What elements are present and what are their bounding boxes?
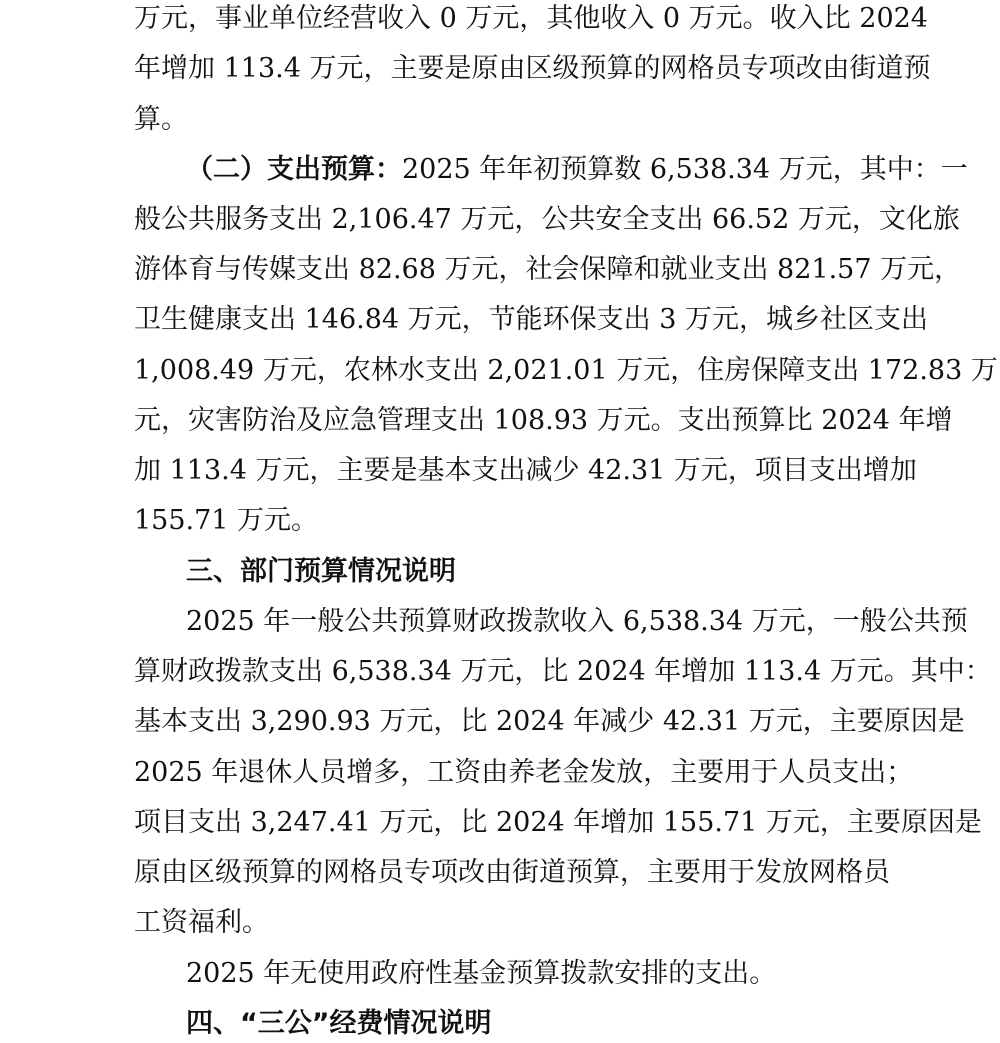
paragraph-line: 算。 [134, 104, 188, 135]
paragraph-line: 游体育与传媒支出 82.68 万元，社会保障和就业支出 821.57 万元， [134, 254, 962, 285]
paragraph-line: 1,008.49 万元，农林水支出 2,021.01 万元，住房保障支出 172.83 万 [134, 355, 998, 386]
paragraph-line: 卫生健康支出 146.84 万元，节能环保支出 3 万元，城乡社区支出 [134, 304, 928, 335]
expenditure-budget-label: （二）支出预算： [186, 154, 402, 185]
section-heading-3: 三、部门预算情况说明 [186, 556, 456, 587]
paragraph-line: 万元，事业单位经营收入 0 万元，其他收入 0 万元。收入比 2024 [134, 3, 928, 34]
paragraph-line: 155.71 万元。 [134, 505, 319, 536]
section-heading-4: 四、“三公”经费情况说明 [186, 1008, 492, 1039]
expenditure-budget-text: 2025 年年初预算数 6,538.34 万元，其中：一 [402, 154, 968, 185]
paragraph-line: 年增加 113.4 万元，主要是原由区级预算的网格员专项改由街道预 [134, 53, 931, 84]
paragraph-line: 2025 年无使用政府性基金预算拨款安排的支出。 [186, 958, 777, 989]
paragraph-line: 项目支出 3,247.41 万元，比 2024 年增加 155.71 万元，主要原因是 [134, 807, 982, 838]
paragraph-line: 元，灾害防治及应急管理支出 108.93 万元。支出预算比 2024 年增 [134, 405, 953, 436]
paragraph-line: 工资福利。 [134, 907, 269, 938]
paragraph-line: 般公共服务支出 2,106.47 万元，公共安全支出 66.52 万元，文化旅 [134, 204, 960, 235]
paragraph-line: 基本支出 3,290.93 万元，比 2024 年减少 42.31 万元，主要原因是 [134, 706, 965, 737]
paragraph-line: 原由区级预算的网格员专项改由街道预算，主要用于发放网格员 [134, 857, 890, 888]
paragraph-line: 2025 年退休人员增多，工资由养老金发放，主要用于人员支出； [134, 757, 914, 788]
paragraph-line: 2025 年一般公共预算财政拨款收入 6,538.34 万元，一般公共预 [186, 606, 968, 637]
paragraph-line: 算财政拨款支出 6,538.34 万元，比 2024 年增加 113.4 万元。其中： [134, 656, 992, 687]
expenditure-paragraph-first-line [186, 151, 968, 189]
paragraph-line: 加 113.4 万元，主要是基本支出减少 42.31 万元，项目支出增加 [134, 455, 917, 486]
